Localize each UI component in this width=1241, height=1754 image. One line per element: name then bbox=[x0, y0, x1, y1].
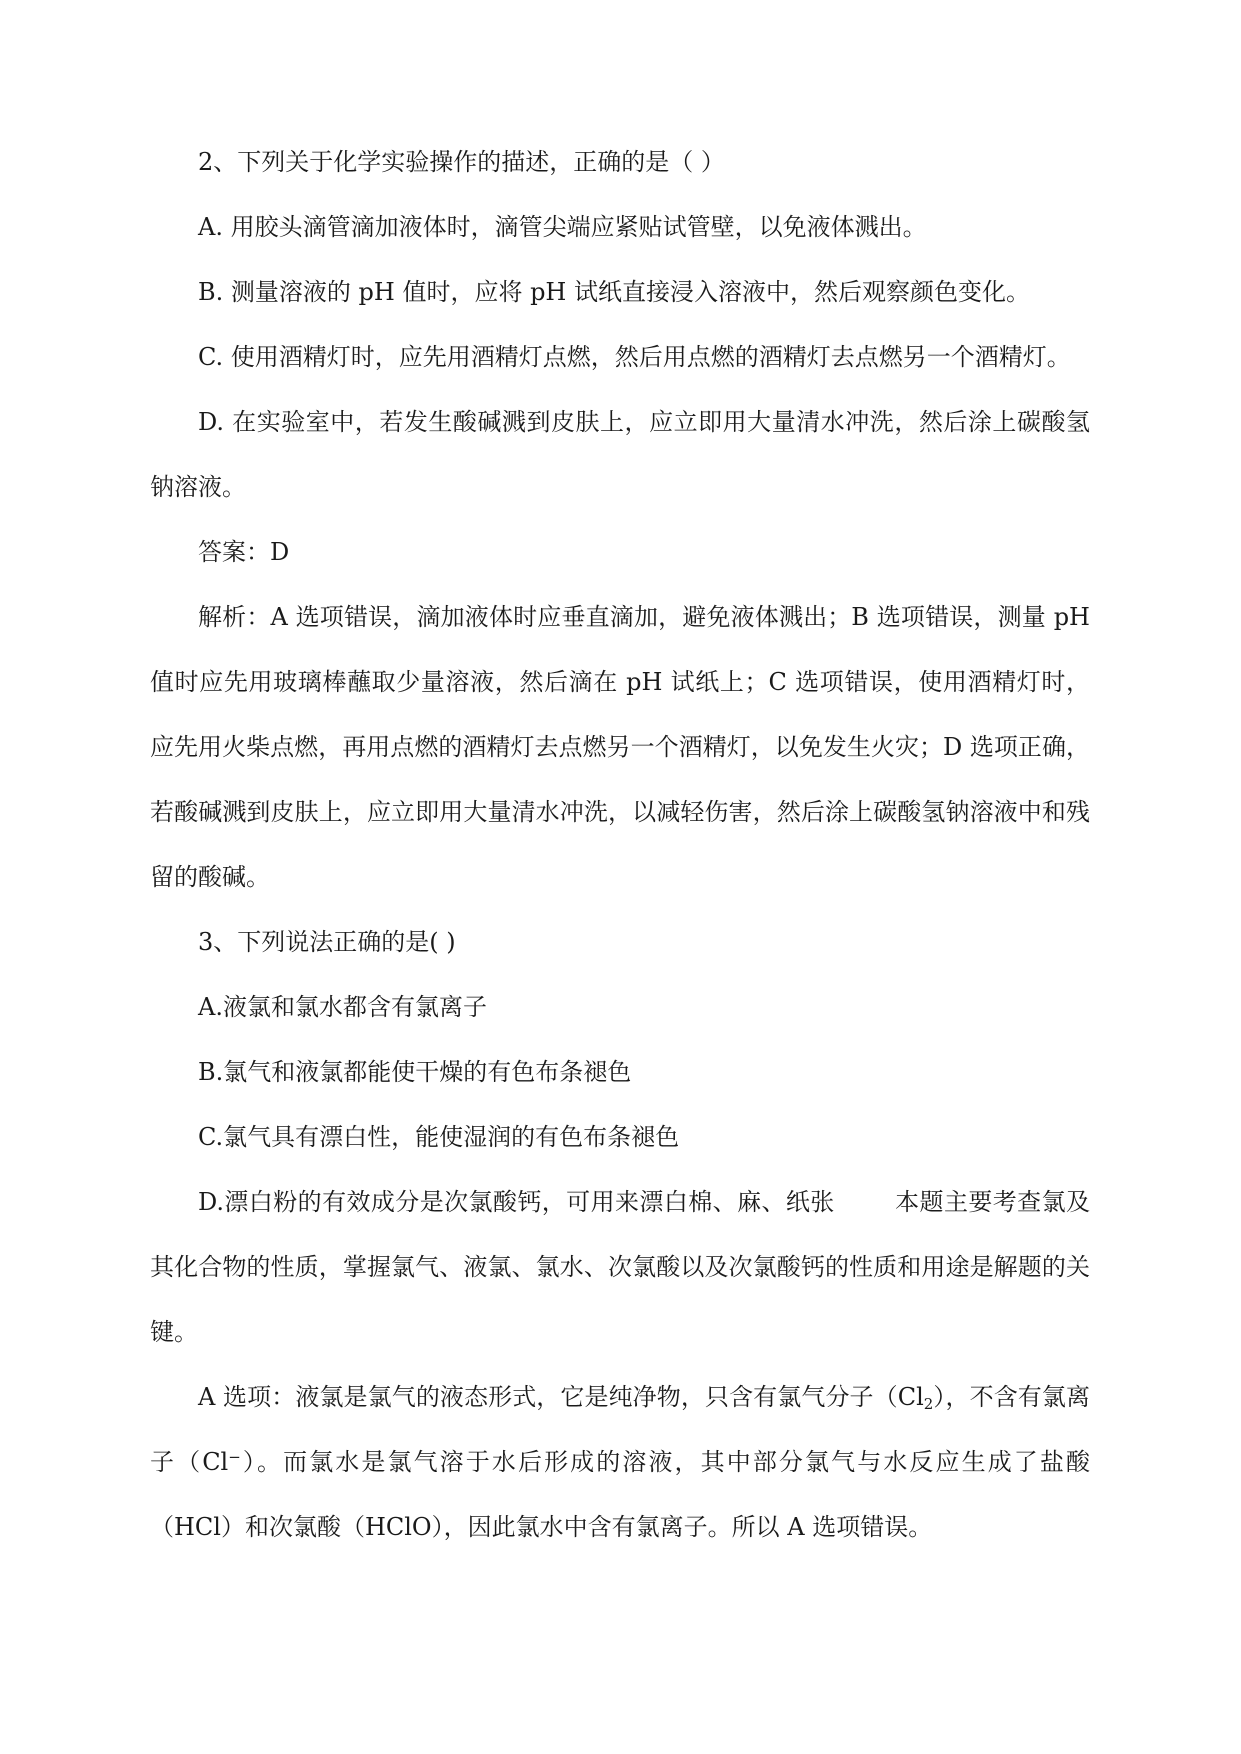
q3-a-analysis-part1: A 选项：液氯是氯气的液态形式，它是纯净物，只含有氯气分子（Cl bbox=[198, 1383, 924, 1411]
q2-option-d: D. 在实验室中，若发生酸碱溅到皮肤上，应立即用大量清水冲洗，然后涂上碳酸氢钠溶液。 bbox=[150, 408, 1090, 501]
document-page bbox=[150, 130, 1090, 1560]
q2-option-c: C. 使用酒精灯时，应先用酒精灯点燃，然后用点燃的酒精灯去点燃另一个酒精灯。 bbox=[198, 343, 1071, 371]
q3-a-analysis bbox=[150, 1365, 1090, 1560]
q3-question: 3、下列说法正确的是( ) bbox=[198, 928, 456, 956]
q2-answer: 答案：D bbox=[198, 538, 290, 566]
q3-option-a: A.液氯和氯水都含有氯离子 bbox=[198, 993, 487, 1021]
q3-intro: 本题主要考查氯及其化合物的性质，掌握氯气、液氯、氯水、次氯酸以及次氯酸钙的性质和用途是解题的关键。 bbox=[150, 1188, 1091, 1346]
q3-a-analysis-part3: ）。而氯水是氯气溶于水后形成的溶液，其中部分氯气与水反应生成了盐酸（HCl）和次氯酸（HClO），因此氯水中含有氯离子。所以 A 选项错误。 bbox=[150, 1448, 1090, 1541]
q3-option-c: C.氯气具有漂白性，能使湿润的有色布条褪色 bbox=[198, 1123, 680, 1151]
q3-option-d-with-intro bbox=[150, 1170, 1090, 1365]
q2-analysis: 解析：A 选项错误，滴加液体时应垂直滴加，避免液体溅出；B 选项错误，测量 pH 值时应先用玻璃棒蘸取少量溶液，然后滴在 pH 试纸上；C 选项错误，使用酒精灯时，应先用火柴点燃，再用点燃的酒精灯去点燃另一个酒精灯，以免发生火灾；D 选项正确，若酸碱溅到皮肤上，应立即用大量清水冲洗，以减轻伤害，然后涂上碳酸氢钠溶液中和残留的酸碱。 bbox=[150, 603, 1090, 891]
q2-option-a: A. 用胶头滴管滴加液体时，滴管尖端应紧贴试管壁，以免液体溅出。 bbox=[198, 213, 927, 241]
cl2-subscript: 2 bbox=[923, 1395, 934, 1413]
q3-option-b: B.氯气和液氯都能使干燥的有色布条褪色 bbox=[198, 1058, 632, 1086]
q3-option-d: D.漂白粉的有效成分是次氯酸钙，可用来漂白棉、麻、纸张 bbox=[198, 1188, 835, 1216]
q3-a-analysis-part2: ），不含有氯离子（Cl bbox=[150, 1383, 1090, 1476]
q2-question: 2、下列关于化学实验操作的描述，正确的是（ ） bbox=[198, 148, 725, 176]
q2-option-b: B. 测量溶液的 pH 值时，应将 pH 试纸直接浸入溶液中，然后观察颜色变化。 bbox=[198, 278, 1030, 306]
chloride-charge-superscript: − bbox=[228, 1448, 241, 1466]
